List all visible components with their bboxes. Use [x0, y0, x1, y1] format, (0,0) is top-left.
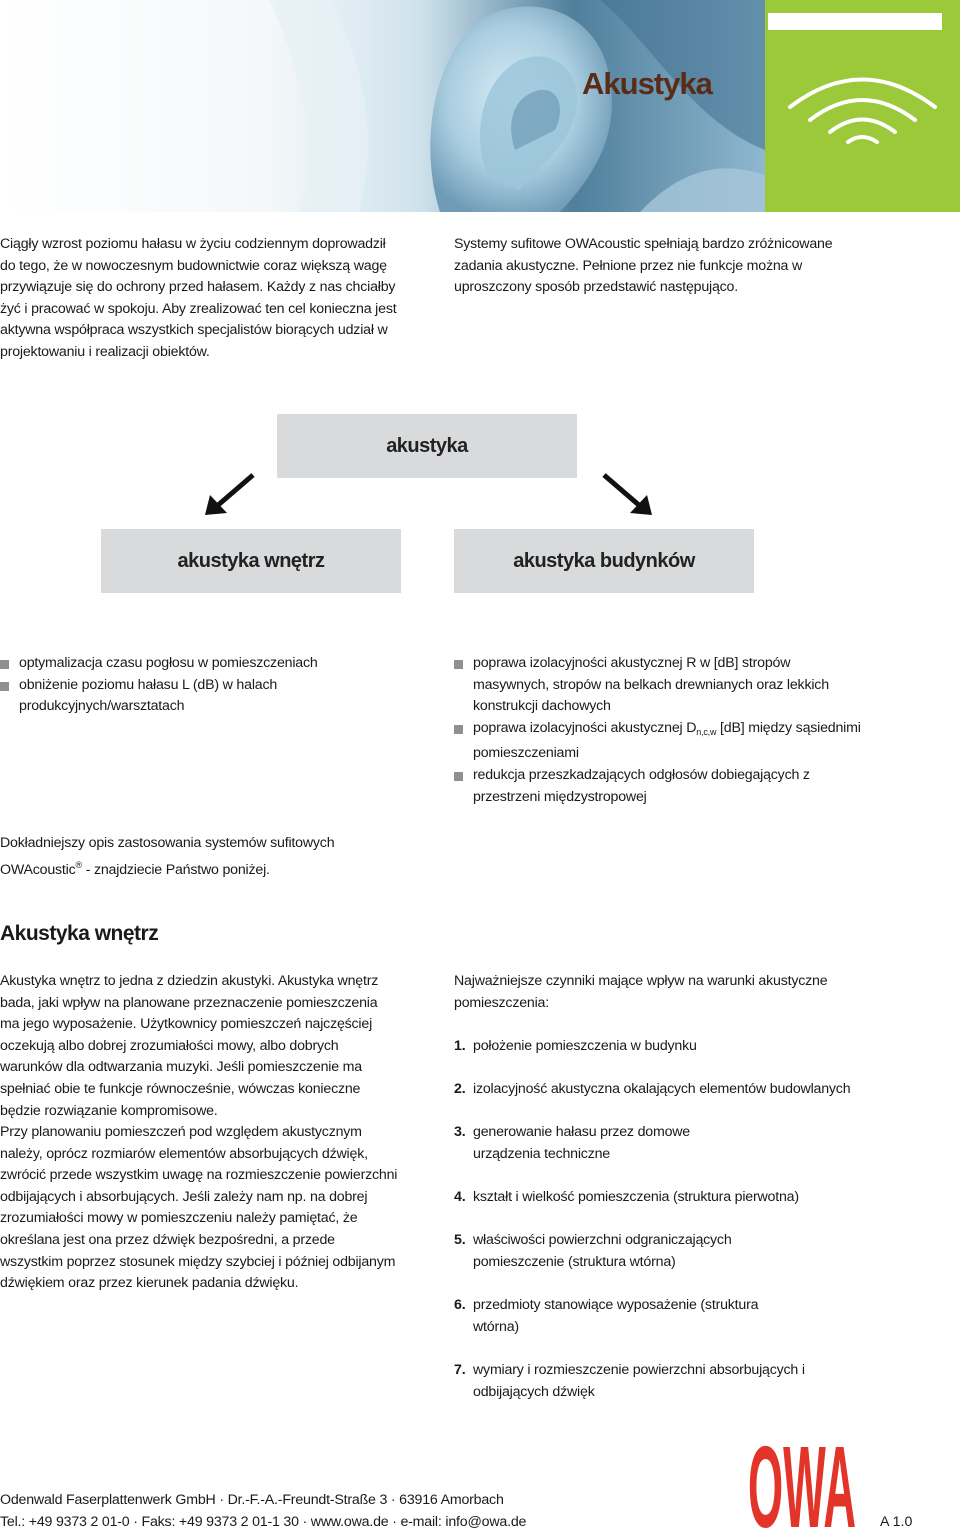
list-item: poprawa izolacyjności akustycznej R w [dB] stropów masywnych, stropów na belkach drewnianych oraz lekkich konstrukcji dachowych: [454, 653, 864, 718]
ear-image: [0, 0, 765, 212]
page-number: A 1.0: [880, 1514, 913, 1530]
item-text: właściwości powierzchni odgraniczających pomieszczenie (struktura wtórna): [473, 1232, 732, 1270]
section-paragraph-2: Przy planowaniu pomieszczeń pod względem akustycznym należy, oprócz rozmiarów elementów absorbujących dźwięk, zwrócić przede wszystkim uwagę na rozmieszczenie powierzchni odbijających i absorbujących. Jeśli zależy nam np. na dobrej zrozumiałości mowy w pomieszczeniu należy pamiętać, że określana jest ona przez dźwięk bezpośredni, a przede wszystkim poprzez stosunek między szybciej i później odbijanym dźwiękiem oraz przez kierunek padania dźwięku.: [0, 1124, 398, 1292]
factors-intro: Najważniejsze czynniki mające wpływ na warunki akustyczne pomieszczenia:: [454, 973, 828, 1011]
list-item: [454, 1295, 763, 1338]
list-item-text: [dB] między sąsiednimi pomieszczeniami: [473, 719, 861, 762]
item-number: 2.: [454, 1081, 466, 1098]
diagram-box-room-acoustics: akustyka wnętrz: [101, 529, 401, 593]
registered-mark: ®: [75, 859, 82, 870]
list-item: [454, 718, 864, 765]
company-address: Odenwald Faserplattenwerk GmbH · Dr.-F.-A.-Freundt-Straße 3 · 63916 Amorbach: [0, 1492, 504, 1508]
room-acoustics-list: [0, 653, 405, 718]
list-item: obniżenie poziomu hałasu L (dB) w halach produkcyjnych/warsztatach: [0, 675, 405, 718]
more-info-post: - znajdziecie Państwo poniżej.: [81, 861, 270, 878]
list-item: optymalizacja czasu pogłosu w pomieszczeniach: [0, 653, 405, 675]
section-heading: Akustyka wnętrz: [0, 922, 159, 945]
list-item: [454, 1036, 854, 1058]
item-text: izolacyjność akustyczna okalających elementów budowlanych: [473, 1081, 851, 1098]
list-item: [454, 1187, 854, 1209]
item-number: 4.: [454, 1189, 466, 1206]
more-info-text: [0, 833, 400, 881]
sound-waves-icon: [780, 62, 945, 152]
item-text: generowanie hałasu przez domowe urządzenia techniczne: [473, 1124, 690, 1162]
item-number: 1.: [454, 1038, 466, 1054]
diagram-box-acoustics: akustyka: [277, 414, 577, 478]
more-info-pre: Dokładniejszy opis zastosowania systemów sufitowych OWAcoustic: [0, 835, 335, 878]
list-item: [454, 1122, 753, 1165]
list-item: [454, 1230, 753, 1273]
page-title: Akustyka: [582, 66, 712, 101]
header-white-bar: [768, 13, 942, 30]
diagram-box-building-acoustics: akustyka budynków: [454, 529, 754, 593]
list-item: redukcja przeszkadzających odgłosów dobiegających z przestrzeni międzystropowej: [454, 765, 864, 808]
owa-logo: [748, 1427, 856, 1531]
item-text: wymiary i rozmieszczenie powierzchni absorbujących i odbijających dźwięk: [473, 1361, 805, 1400]
item-number: 3.: [454, 1124, 466, 1141]
item-text: przedmioty stanowiące wyposażenie (struktura wtórna): [473, 1297, 759, 1335]
item-text: położenie pomieszczenia w budynku: [473, 1038, 697, 1054]
item-number: 7.: [454, 1361, 466, 1378]
building-acoustics-list: [454, 653, 864, 808]
list-item-text: poprawa izolacyjności akustycznej D: [473, 719, 697, 736]
item-number: 6.: [454, 1297, 466, 1314]
intro-left-text: Ciągły wzrost poziomu hałasu w życiu codziennym doprowadził do tego, że w nowoczesnym budownictwie coraz większą wagę przywiązuje się do ochrony przed hałasem. Każdy z nas chciałby żyć i pracować w spokoju. Aby zrealizować ten cel konieczna jest aktywna współpraca wszystkich specjalistów biorących udział w projektowaniu i realizacji obiektów.: [0, 236, 397, 360]
header-accent-panel: [765, 0, 960, 212]
footer-address: [0, 1490, 526, 1533]
arrow-down-right-icon: [600, 472, 652, 516]
item-text: kształt i wielkość pomieszczenia (struktura pierwotna): [473, 1189, 799, 1206]
list-item: [454, 1360, 813, 1403]
item-number: 5.: [454, 1232, 466, 1249]
intro-right-text: Systemy sufitowe OWAcoustic spełniają bardzo zróżnicowane zadania akustyczne. Pełnione przez nie funkcje można w uproszczony sposób przedstawić następująco.: [454, 236, 833, 296]
logo-text: OWA: [748, 1427, 856, 1531]
factors-list: [454, 1036, 854, 1403]
subscript: n,c,w: [696, 726, 717, 737]
section-paragraph-1: Akustyka wnętrz to jedna z dziedzin akustyki. Akustyka wnętrz bada, jaki wpływ na planowane przeznaczenie pomieszczenia ma jego wyposażenie. Użytkownicy pomieszczeń najczęściej oczekują albo dobrej zrozumiałości mowy, albo dobrych warunków dla odtwarzania muzyki. Jeśli pomieszczenie ma spełniać obie te funkcje równocześnie, wówczas konieczne będzie rozwiązanie kompromisowe.: [0, 973, 379, 1119]
list-item: [454, 1079, 854, 1101]
company-contact: Tel.: +49 9373 2 01-0 · Faks: +49 9373 2 01-1 30 · www.owa.de · e-mail: info@owa.de: [0, 1513, 527, 1530]
arrow-down-left-icon: [205, 472, 257, 516]
